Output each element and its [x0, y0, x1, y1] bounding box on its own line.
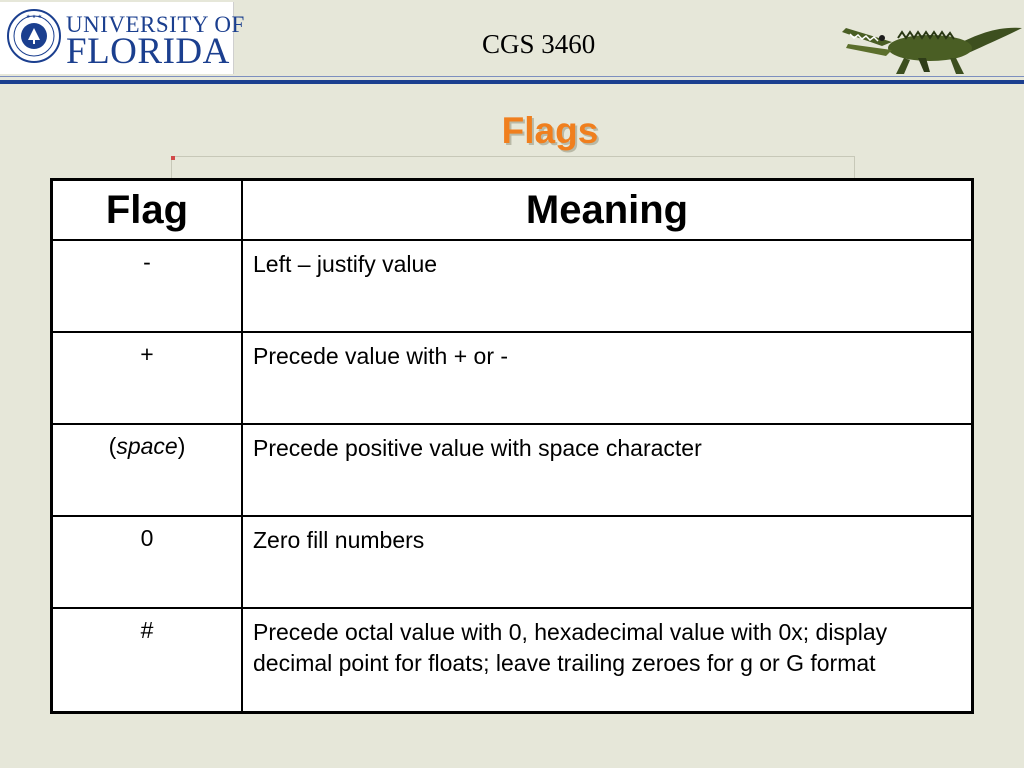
meaning-cell: Zero fill numbers	[242, 516, 973, 608]
meaning-cell: Precede positive value with space character	[242, 424, 973, 516]
slide-title: Flags	[501, 110, 599, 151]
meaning-cell: Precede octal value with 0, hexadecimal value with 0x; display decimal point for floats; leave trailing zeroes for g or G format	[242, 608, 973, 713]
university-seal-icon	[6, 8, 62, 64]
flag-cell: -	[52, 240, 243, 332]
table-row	[52, 516, 973, 608]
university-logo	[0, 2, 245, 74]
meaning-cell: Left – justify value	[242, 240, 973, 332]
logo-text-line1: UNIVERSITY OF	[66, 12, 245, 37]
meaning-cell: Precede value with + or -	[242, 332, 973, 424]
flag-open-paren: (	[108, 433, 117, 459]
table-row	[52, 424, 973, 516]
svg-text:★ ★ ★: ★ ★ ★	[25, 14, 43, 20]
column-header-flag: Flag	[52, 180, 243, 241]
column-header-meaning: Meaning	[242, 180, 973, 241]
flags-table	[50, 178, 974, 714]
table-header-row	[52, 180, 973, 241]
table-row	[52, 240, 973, 332]
flag-cell: #	[52, 608, 243, 713]
header-divider	[0, 80, 1024, 84]
flag-cell	[52, 424, 243, 516]
table-row	[52, 608, 973, 713]
alligator-icon	[838, 14, 1024, 80]
flag-space-word: space	[116, 433, 178, 459]
flag-cell: 0	[52, 516, 243, 608]
flag-close-paren: )	[177, 433, 186, 459]
table-row	[52, 332, 973, 424]
object-frame-marker	[171, 156, 175, 160]
header-divider-thin	[0, 76, 1024, 77]
logo-text-line2: FLORIDA	[66, 31, 230, 72]
course-code: CGS 3460	[482, 29, 596, 59]
flag-cell: +	[52, 332, 243, 424]
